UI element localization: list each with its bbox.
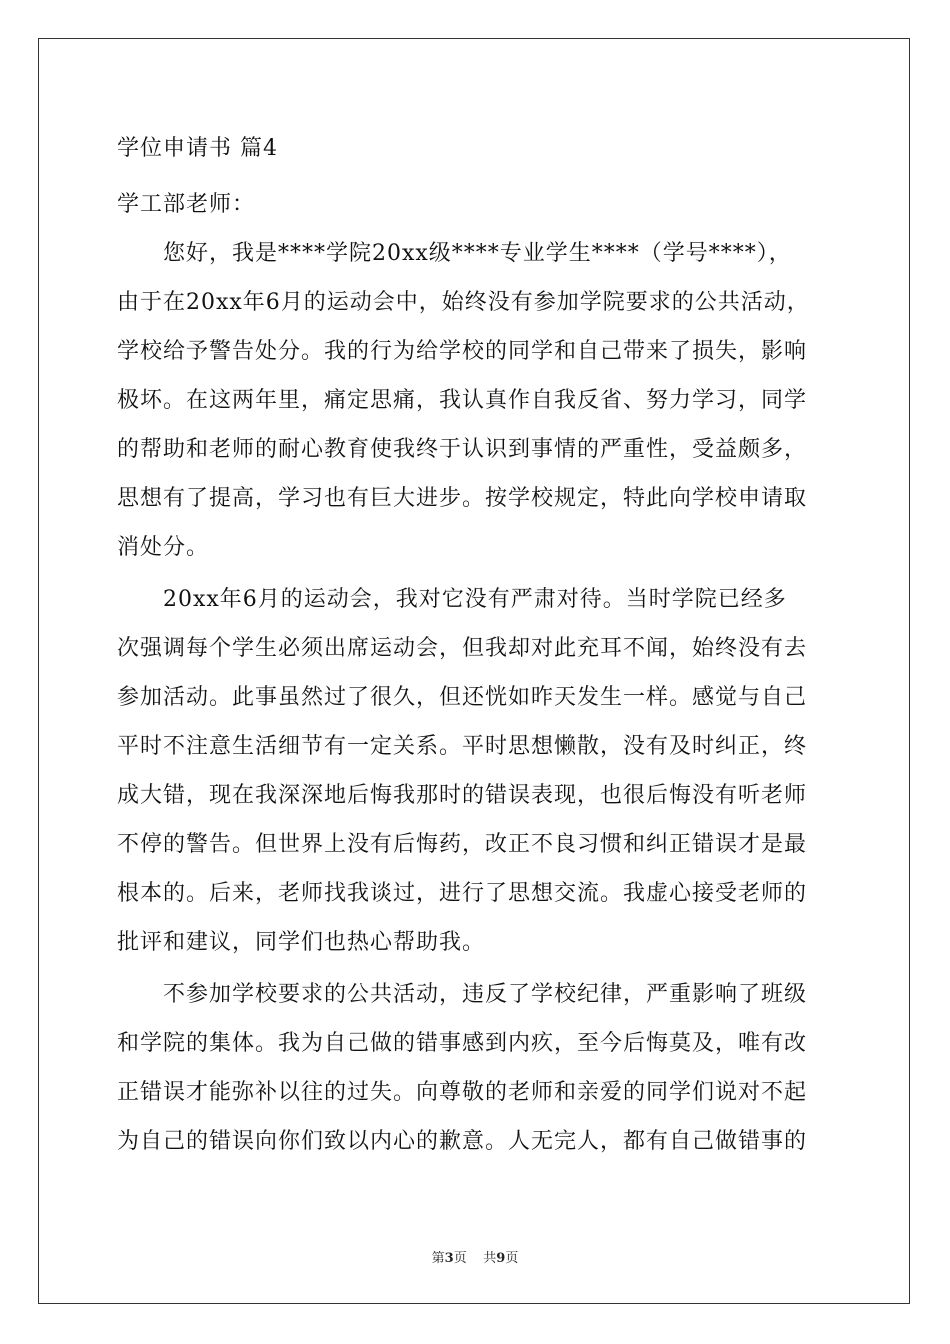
text-line: 根本的。后来，老师找我谈过，进行了思想交流。我虚心接受老师的 xyxy=(117,881,808,906)
page-total: 9 xyxy=(496,1251,506,1266)
text-line: 的帮助和老师的耐心教育使我终于认识到事情的严重性，受益颇多， xyxy=(117,437,808,462)
text-line: 和学院的集体。我为自己做的错事感到内疚，至今后悔莫及，唯有改 xyxy=(117,1031,808,1056)
paragraph-2 xyxy=(117,575,837,967)
document-title: 学位申请书 篇4 xyxy=(117,136,278,161)
paragraph-1 xyxy=(117,229,837,572)
text-line: 由于在20xx年6月的运动会中，始终没有参加学院要求的公共活动， xyxy=(117,290,810,315)
text-line: 思想有了提高，学习也有巨大进步。按学校规定，特此向学校申请取 xyxy=(117,486,808,511)
text-line: 次强调每个学生必须出席运动会，但我却对此充耳不闻，始终没有去 xyxy=(117,636,808,661)
text-line: 极坏。在这两年里，痛定思痛，我认真作自我反省、努力学习，同学 xyxy=(117,388,808,413)
total-suffix: 页 xyxy=(505,1251,519,1266)
text-line: 正错误才能弥补以往的过失。向尊敬的老师和亲爱的同学们说对不起 xyxy=(117,1080,808,1105)
text-line: 批评和建议，同学们也热心帮助我。 xyxy=(117,930,486,955)
page-suffix: 页 xyxy=(453,1251,467,1266)
text-line: 学校给予警告处分。我的行为给学校的同学和自己带来了损失，影响 xyxy=(117,339,808,364)
document-body xyxy=(117,128,837,1166)
text-line: 不参加学校要求的公共活动，违反了学校纪律，严重影响了班级 xyxy=(117,982,808,1007)
text-line: 消处分。 xyxy=(117,535,210,560)
page-prefix: 第 xyxy=(431,1251,445,1266)
text-line: 为自己的错误向你们致以内心的歉意。人无完人，都有自己做错事的 xyxy=(117,1129,808,1154)
text-line: 不停的警告。但世界上没有后悔药，改正不良习惯和纠正错误才是最 xyxy=(117,832,808,857)
text-line: 参加活动。此事虽然过了很久，但还恍如昨天发生一样。感觉与自己 xyxy=(117,685,808,710)
page-current: 3 xyxy=(444,1251,454,1266)
text-line: 您好，我是****学院20xx级****专业学生****（学号****）， xyxy=(117,241,792,266)
paragraph-3 xyxy=(117,970,837,1166)
salutation: 学工部老师： xyxy=(117,192,256,217)
text-line: 平时不注意生活细节有一定关系。平时思想懒散，没有及时纠正，终 xyxy=(117,734,808,759)
text-line: 成大错，现在我深深地后悔我那时的错误表现，也很后悔没有听老师 xyxy=(117,783,808,808)
text-line: 20xx年6月的运动会，我对它没有严肃对待。当时学院已经多 xyxy=(117,587,787,612)
total-prefix: 共 xyxy=(483,1251,497,1266)
page-footer xyxy=(0,1247,950,1266)
